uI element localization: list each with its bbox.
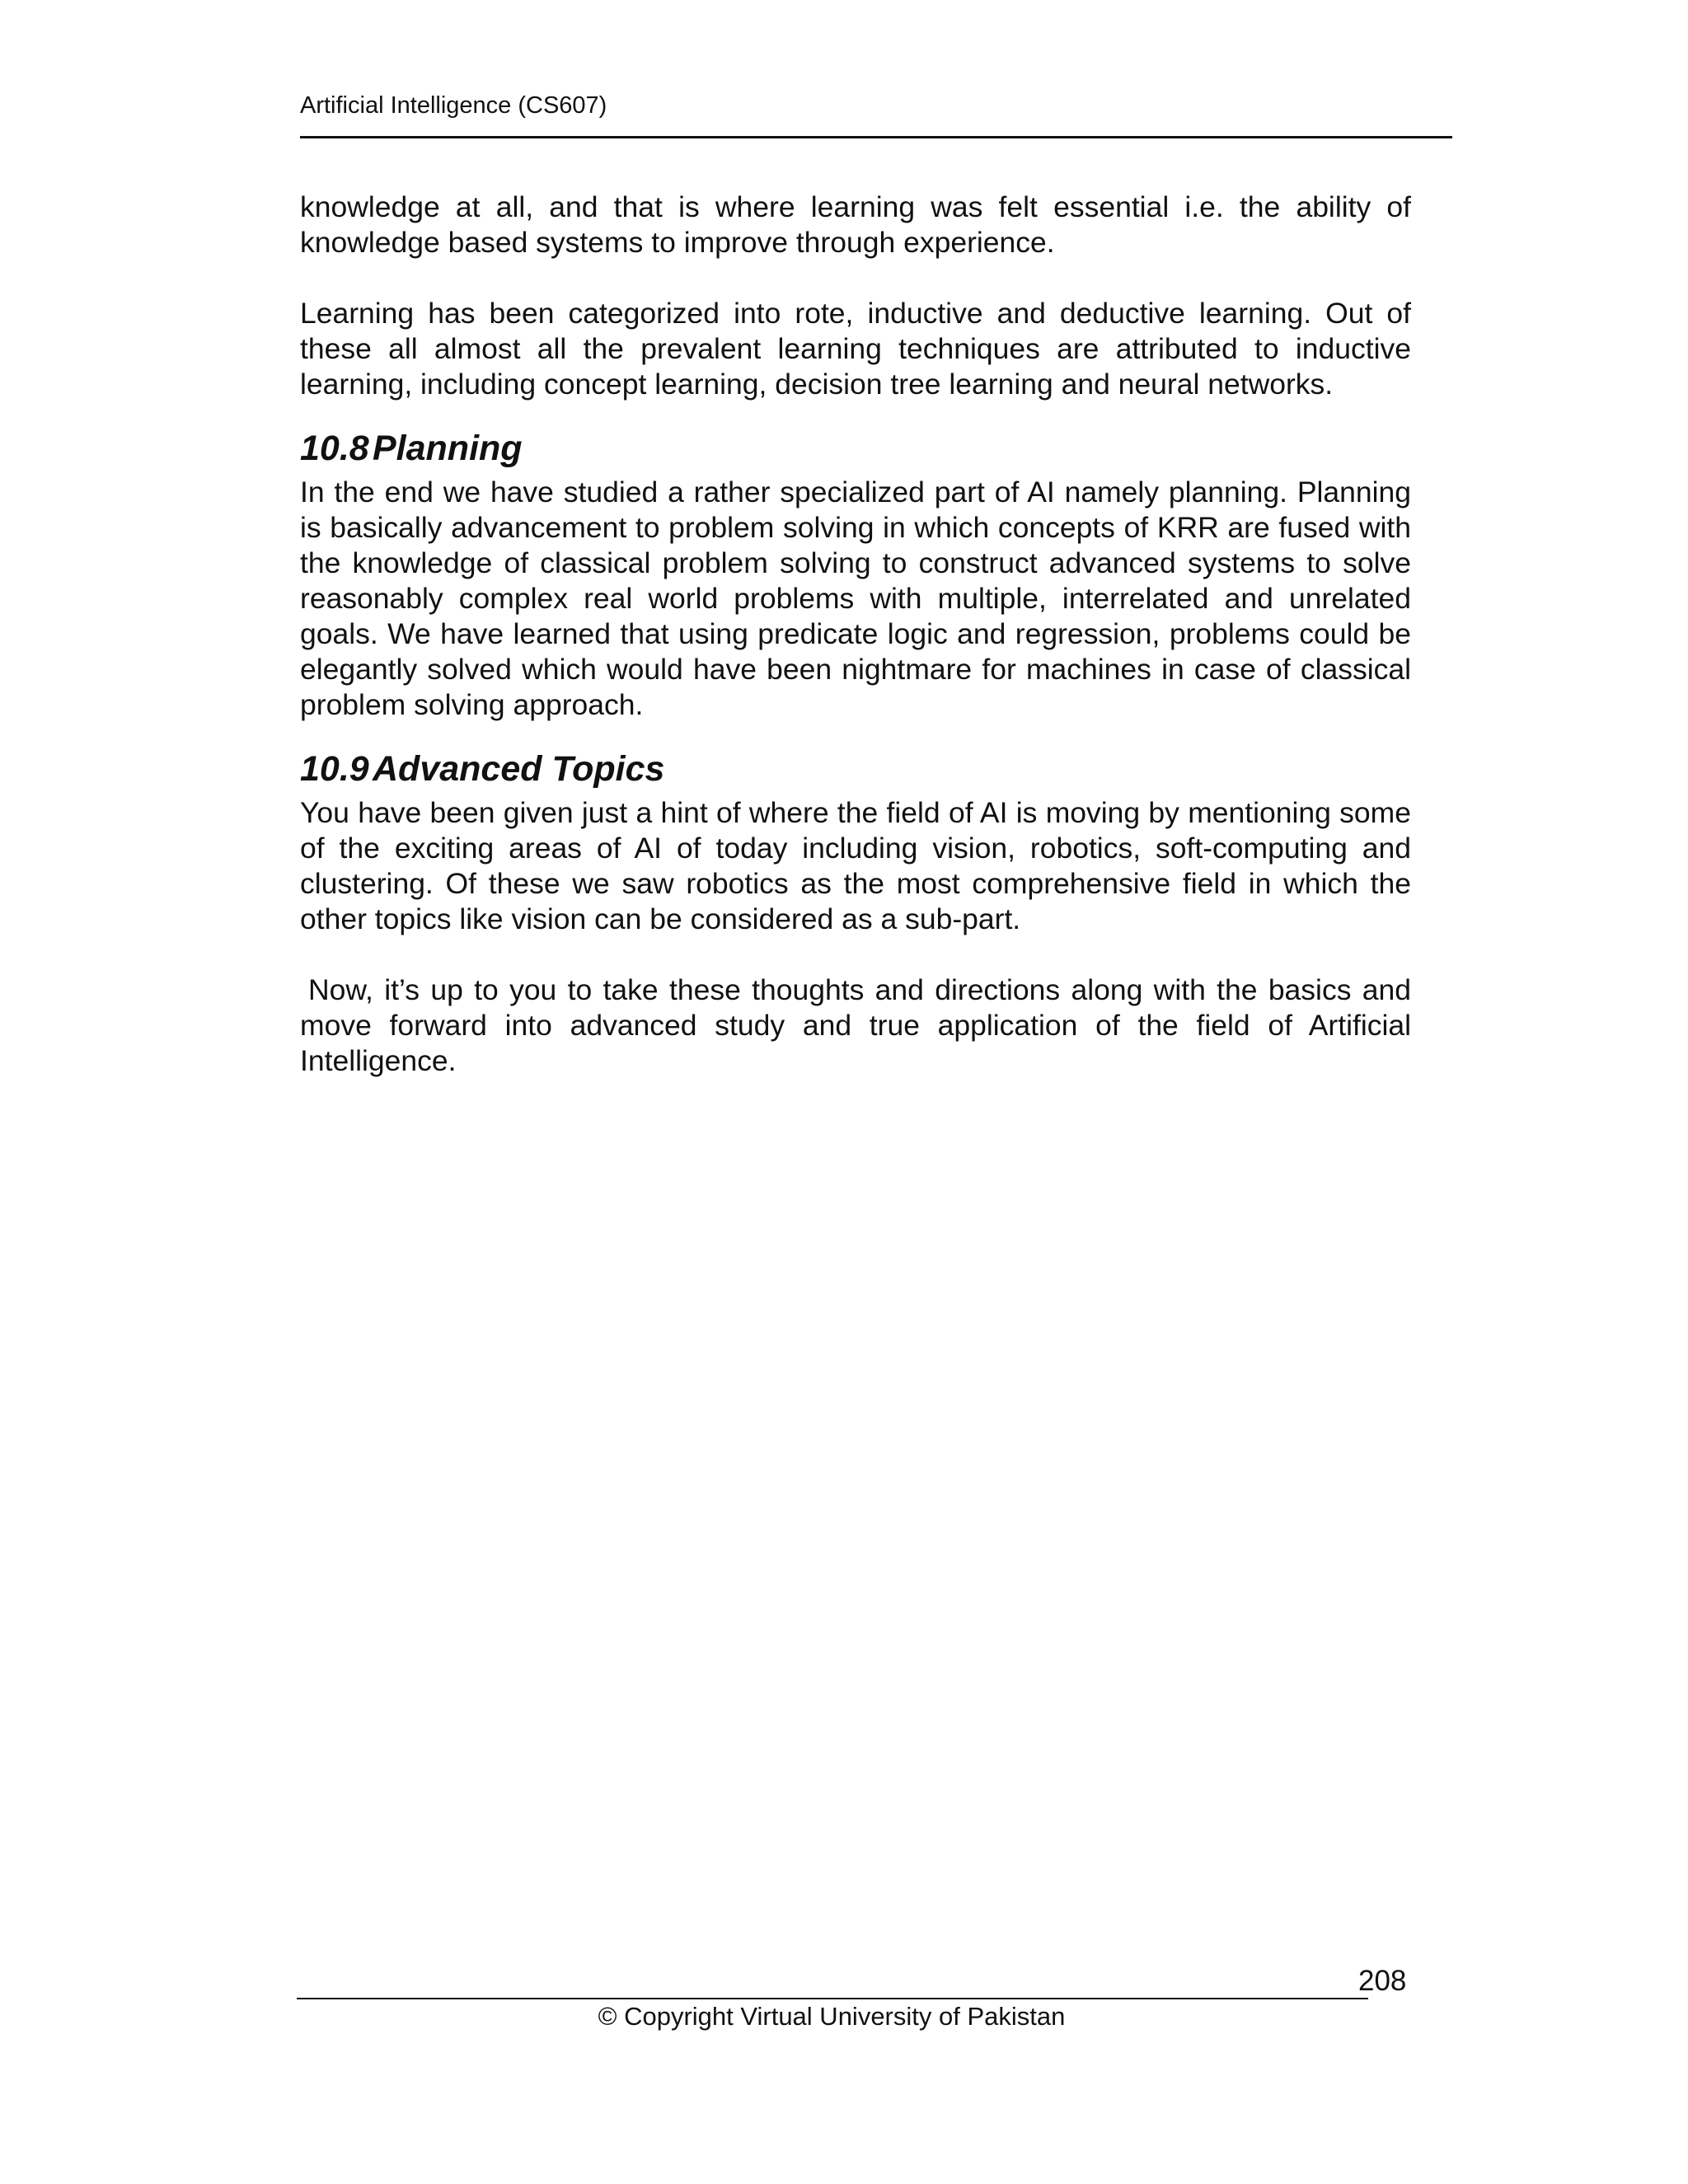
planning-paragraph: In the end we have studied a rather specialized part of AI namely planning. Planning is basically advancement to problem solving in which concepts of KRR are fused with the knowledge of classical problem solving to construct advanced systems to solve reasonably complex real world problems with multiple, interrelated and unrelated goals. We have learned that using predicate logic and regression, problems could be elegantly solved which would have been nightmare for machines in case of classical problem solving approach. xyxy=(300,476,1411,721)
page-number: 208 xyxy=(1358,1965,1407,1997)
running-header-title: Artificial Intelligence (CS607) xyxy=(300,92,607,119)
section-number: 10.9 xyxy=(300,749,369,789)
footer-divider xyxy=(297,1998,1368,1999)
section-number: 10.8 xyxy=(300,429,369,468)
section-heading-advanced-topics xyxy=(300,748,1411,790)
body-paragraph-2: Learning has been categorized into rote, inductive and deductive learning. Out of these all almost all the prevalent learning techniques are attributed to inductive learning, including concept learning, decision tree learning and neural networks. xyxy=(300,297,1411,401)
body-paragraph-1: knowledge at all, and that is where learning was felt essential i.e. the ability of knowledge based systems to improve through experience. xyxy=(300,190,1411,259)
copyright-notice: © Copyright Virtual University of Pakistan xyxy=(598,2002,1066,2031)
advanced-topics-paragraph-1: You have been given just a hint of where the field of AI is moving by mentioning some of the exciting areas of AI of today including vision, robotics, soft-computing and clustering. Of these we saw robotics as the most comprehensive field in which the other topics like vision can be considered as a sub-part. xyxy=(300,796,1411,935)
section-title: Advanced Topics xyxy=(373,749,665,789)
advanced-topics-paragraph-2: Now, it’s up to you to take these thoughts and directions along with the basics and move forward into advanced study and true application of the field of Artificial Intelligence. xyxy=(300,973,1411,1077)
section-title: Planning xyxy=(373,429,523,468)
section-heading-planning xyxy=(300,427,1411,470)
header-divider xyxy=(300,136,1452,138)
page-content xyxy=(300,190,1411,1079)
